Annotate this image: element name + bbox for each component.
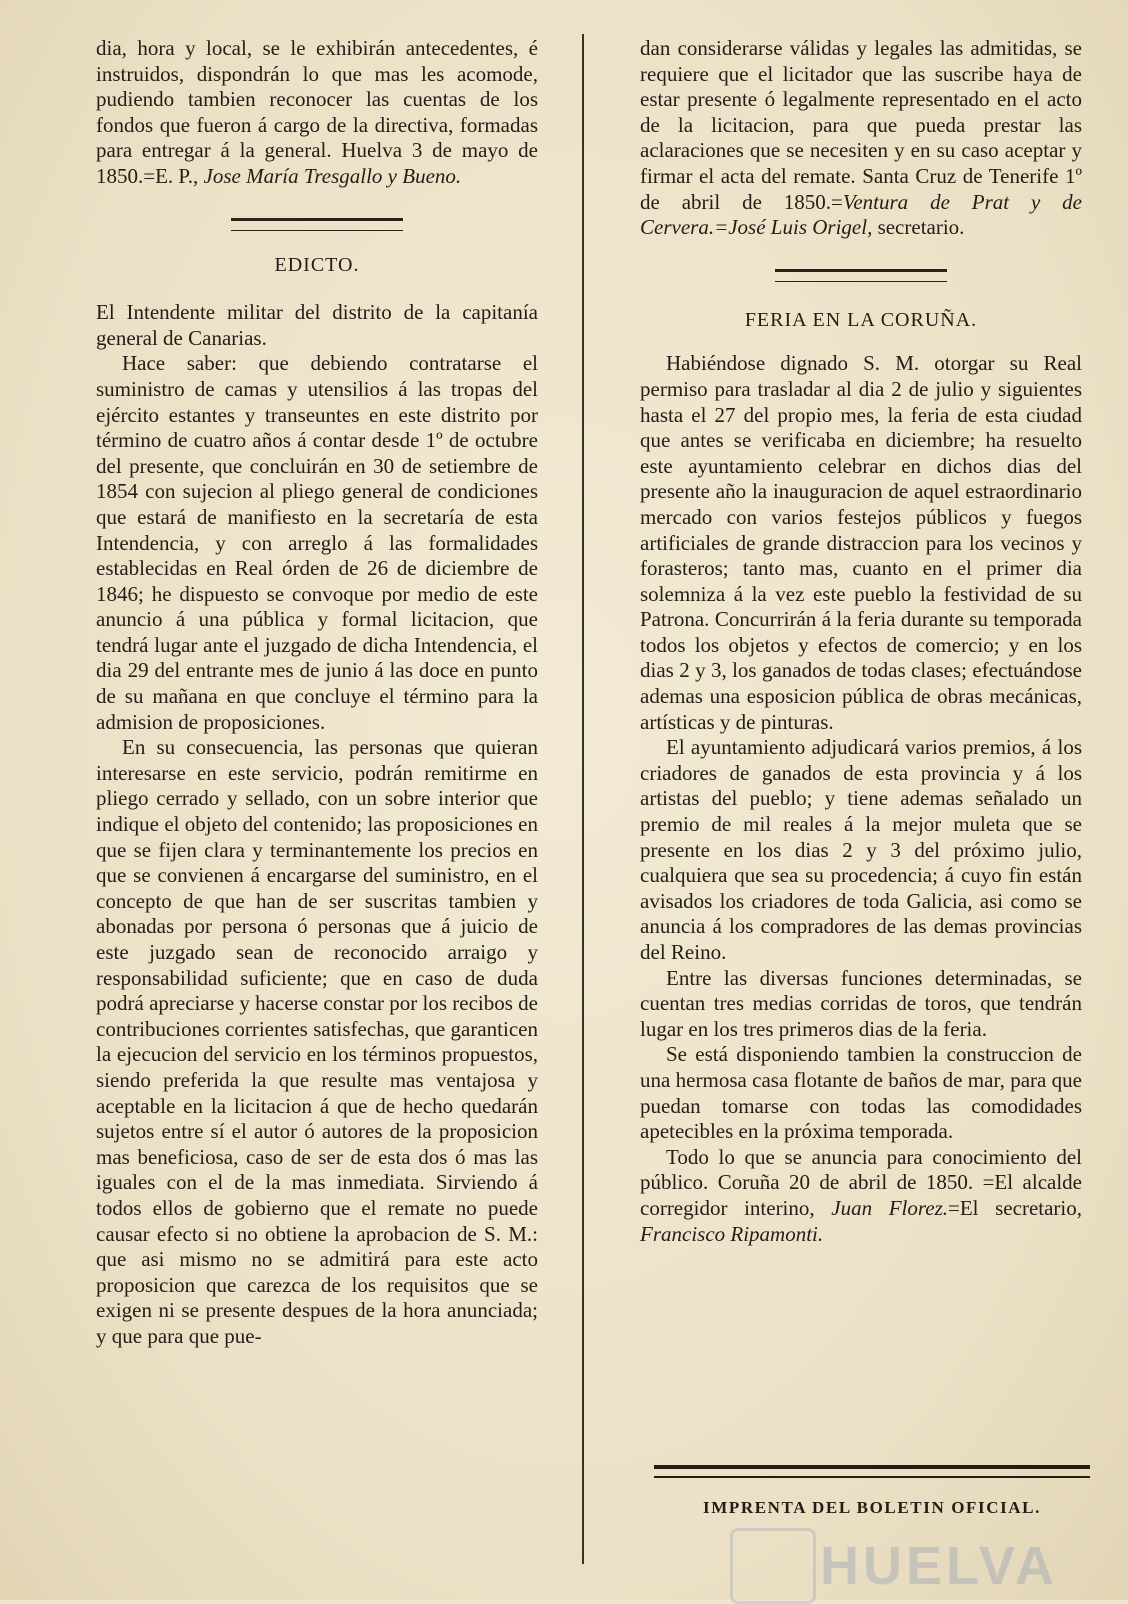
continuation-paragraph (640, 36, 1082, 241)
left-column (96, 36, 538, 1350)
feria-paragraph-2: El ayuntamiento adjudicará varios premios, á los criadores de ganados de esta provincia y á los artistas del pueblo; y tiene ademas señalado un premio de mil reales á la mejor muleta que se presente en los dias 2 y 3 del próximo julio, cualquiera que sea su procedencia; á cuyo fin están avisados los criadores de toda Galicia, asi como se anuncia á los compradores de las demas provincias del Reino. (640, 735, 1082, 964)
intro-text: dia, hora y local, se le exhibirán antecedentes, é instruidos, dispondrán lo que mas les acomode, pudiendo tambien reconocer las cuentas de los fondos que fueron á cargo de la directiva, formadas para entregar á la general. Huelva 3 de mayo de 1850.=E. P., (96, 36, 538, 188)
watermark-text: HUELVA (820, 1536, 1058, 1596)
edicto-heading: EDICTO. (274, 253, 360, 276)
column-divider (582, 34, 584, 1564)
separator-ornament-right (640, 269, 1082, 282)
intro-paragraph (96, 36, 538, 190)
feria-signature-2: Francisco Ripamonti. (640, 1221, 824, 1246)
watermark-seal (730, 1528, 816, 1604)
separator-ornament (96, 218, 538, 231)
continuation-text: dan considerarse válidas y legales las admitidas, se requiere que el licitador que las suscribe haya de estar presente ó legalmente representado en el acto de la licitacion, para que pueda prestar las aclaraciones que se necesiten y en su caso aceptar y firmar el acta del remate. Santa Cruz de Tenerife 1º de abril de 1850.= (640, 36, 1082, 214)
right-column (640, 36, 1082, 1247)
feria-paragraph-1: Habiéndose dignado S. M. otorgar su Real permiso para trasladar al dia 2 de julio y siguientes hasta el 27 del propio mes, la feria de esta ciudad que antes se verificaba en diciembre; ha resuelto este ayuntamiento celebrar en dichos dias del presente año la inauguracion de aquel estraordinario mercado con varios festejos públicos y fuegos artificiales de grande distraccion para los vecinos y forasteros; tanto mas, cuanto en el primer dia solemniza á la vez este pueblo la festividad de su Patrona. Concurrirán á la feria durante su temporada todos los objetos y efectos de comercio; y en los dias 2 y 3, los ganados de todas clases; efectuándose ademas una esposicion pública de obras mecánicas, artísticas y de pinturas. (640, 351, 1082, 734)
edicto-lead: El Intendente militar del distrito de la capitanía general de Canarias. (96, 300, 538, 350)
feria-paragraph-4: Se está disponiendo tambien la construccion de una hermosa casa flotante de baños de mar, para que puedan tomarse con todas las comodidades apetecibles en la próxima temporada. (640, 1042, 1082, 1144)
feria-paragraph-5 (640, 1145, 1082, 1247)
feria-mid: =El secretario, (948, 1195, 1082, 1220)
imprenta-footer: IMPRENTA DEL BOLETIN OFICIAL. (703, 1498, 1041, 1517)
bottom-double-rule (654, 1465, 1090, 1478)
edicto-paragraph-2: En su consecuencia, las personas que quieran interesarse en este servicio, podrán remitirme en pliego cerrado y sellado, con un sobre interior que indique el objeto del contenido; las proposiciones en que se fijen clara y terminantemente los precios en que se convienen á encargarse del suministro, en el concepto de que han de ser suscritas tambien y abonadas por persona ó personas que á juicio de este juzgado sean de reconocido arraigo y responsabilidad suficiente; que en caso de duda podrá apreciarse y hacerse constar por los recibos de contribuciones corrientes satisfechas, que garanticen la ejecucion del servicio en los términos propuestos, siendo preferida la que resulte mas ventajosa y aceptable en la licitacion á que de hecho quedarán sujetos entre sí el autor ó autores de la proposicion mas beneficiosa, caso de ser de esta dos ó mas las iguales con el de la mas inmediata. Sirviendo á todos ellos de gobierno que el remate no puede causar efecto si no obtiene la aprobacion de S. M.: que asi mismo no se admitirá para este acto proposicion que carezca de los requisitos que se exigen ni se presente despues de la hora anunciada; y que para que pue- (96, 735, 538, 1348)
feria-paragraph-3: Entre las diversas funciones determinadas, se cuentan tres medias corridas de toros, que tendrán lugar en los tres primeros dias de la feria. (640, 965, 1082, 1041)
feria-text-5: Todo lo que se anuncia para conocimiento del público. Coruña 20 de abril de 1850. =El alcalde corregidor interino, (640, 1144, 1082, 1220)
feria-heading: FERIA EN LA CORUÑA. (744, 308, 978, 331)
edicto-paragraph-1: Hace saber: que debiendo contratarse el suministro de camas y utensilios á las tropas del ejército estantes y transeuntes en este distrito por término de cuatro años á contar desde 1º de octubre del presente, que concluirán en 30 de setiembre de 1854 con sujecion al pliego general de condiciones que estará de manifiesto en la secretaría de esta Intendencia, y con arreglo á las formalidades establecidas en Real órden de 26 de diciembre de 1846; he dispuesto se convoque por medio de este anuncio á una pública y formal licitacion, que tendrá lugar ante el juzgado de dicha Intendencia, el dia 29 del entrante mes de junio á las doce en punto de su mañana en que concluye el término para la admision de proposiciones. (96, 351, 538, 734)
feria-signature-1: Juan Florez. (831, 1195, 949, 1220)
continuation-signature: Ventura de Prat y de Cervera.=José Luis Origel, (640, 189, 1083, 240)
intro-signature: Jose María Tresgallo y Bueno. (203, 163, 462, 188)
continuation-tail: secretario. (872, 215, 965, 240)
